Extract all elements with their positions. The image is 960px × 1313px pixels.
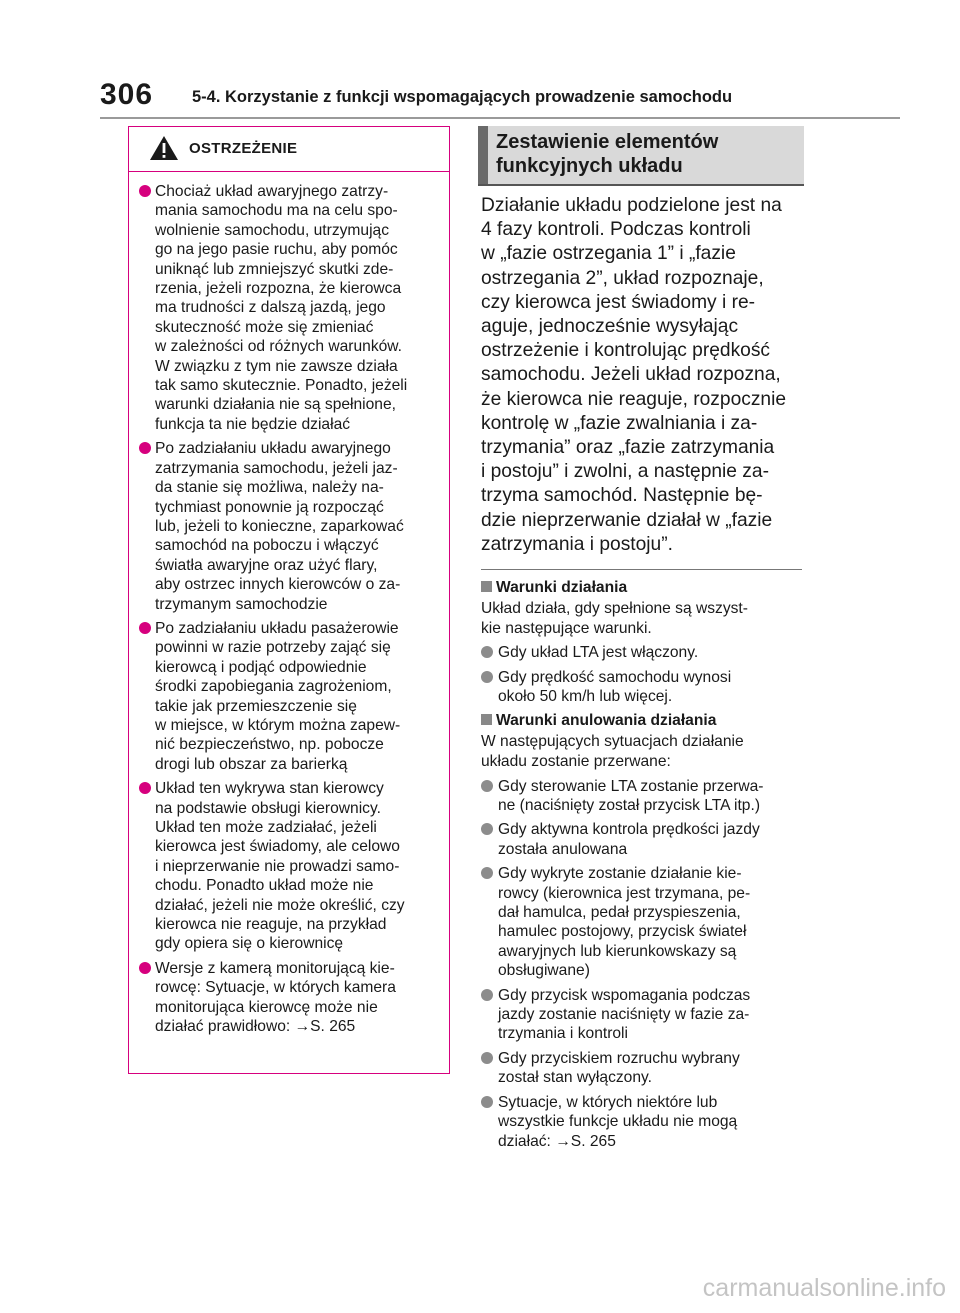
text-line: dzie nieprzerwanie działał w „fazie [481,509,773,531]
text-line: wszystkie funkcje układu nie mogą [498,1113,738,1131]
bullet-dot-icon [481,1052,493,1064]
text-line: wolnienie samochodu, utrzymując [155,221,390,239]
text-line: Gdy układ LTA jest włączony. [498,644,699,662]
text-line: zatrzymania i postoju”. [481,533,673,555]
bullet-dot-icon [481,671,493,683]
condition-item [481,1093,811,1151]
section-divider [478,184,804,186]
cancel-conditions-heading: Warunki anulowania działania [481,711,811,730]
cancel-conditions-intro [481,732,811,771]
warning-header [129,127,449,172]
text-line: że kierowca nie reaguje, rozpocznie [481,388,787,410]
text-line: uniknąć lub zmniejszyć skutki zde- [155,260,394,278]
square-bullet-icon [481,581,492,592]
text-line: układu zostanie przerwane: [481,753,671,770]
text-line: drogi lub obszar za barierką [155,755,348,773]
bullet-dot-icon [481,646,493,658]
text-line: rzenia, jeżeli rozpozna, że kierowca [155,280,402,298]
warning-item [139,959,443,1037]
text-line: kie następujące warunki. [481,619,652,637]
section-title-line: funkcyjnych układu [496,155,683,177]
text-line: Chociaż układ awaryjnego zatrzy- [155,183,389,200]
text-line: rowcy (kierownica jest trzymana, pe- [498,884,751,902]
text-line: zatrzymania samochodu, jeżeli jaz- [155,459,398,477]
warning-box [128,126,450,1074]
condition-item [481,643,811,662]
page-header [100,78,900,116]
text-line: aguje, jednocześnie wysyłając [481,316,739,338]
text-line: około 50 km/h lub więcej. [498,688,673,705]
text-line: ne (naciśnięty został przycisk LTA itp.) [498,797,761,814]
text-line: w zależności od różnych warunków. [155,338,403,356]
text-line: i nieprzerwanie nie prowadzi samo- [155,857,400,875]
text-line: Działanie układu podzielone jest na [481,195,782,216]
text-line: skuteczność może się zmieniać [155,318,374,336]
text-line: funkcja ta nie będzie działać [155,415,351,433]
text-line: trzyma samochód. Następnie bę- [481,485,763,507]
text-line: samochód na poboczu i włączyć [155,537,379,555]
text-line: Gdy przycisk wspomagania podczas [498,986,751,1004]
text-line: kierowca jest świadomy, ale celowo [155,838,400,856]
text-line: awaryjnych lub kierunkowskazy są [498,942,737,960]
condition-item [481,986,811,1044]
text-line: Gdy prędkość samochodu wynosi [498,668,732,686]
text-line: ma trudności z dalszą jazdą, jego [155,299,386,317]
text-line: w miejsce, w którym można zapew- [155,716,401,734]
text-line: trzymanym samochodzie [155,595,328,613]
text-line: i postoju” i zwolni, a następnie za- [481,461,769,483]
text-line: Gdy przyciskiem rozruchu wybrany [498,1049,740,1067]
bullet-dot-icon [481,989,493,1001]
text-line: trzymania” oraz „fazie zatrzymania [481,437,775,459]
text-line: Sytuacje, w których niektóre lub [498,1093,718,1111]
text-line: obsługiwane) [498,962,590,980]
text-line: powinni w razie potrzeby zająć się [155,639,391,657]
condition-item [481,668,811,707]
bullet-dot-icon [139,962,151,974]
text-line: 4 fazy kontroli. Podczas kontroli [481,219,751,241]
text-line: chodu. Ponadto układ może nie [155,877,374,895]
text-line: hamulec postojowy, przycisk świateł [498,923,747,941]
text-line: W następujących sytuacjach działanie [481,733,744,751]
bullet-dot-icon [139,442,151,454]
bullet-dot-icon [481,780,493,792]
section-title [496,130,718,178]
operating-conditions-list [481,643,811,706]
text-line: monitorująca kierowcę może nie [155,998,378,1016]
text-line: działać: →S. 265 [498,1132,616,1150]
text-line: działać, jeżeli nie może określić, czy [155,896,405,914]
conditions-block [481,578,811,1156]
warning-item [139,439,443,614]
section-intro [481,194,811,557]
condition-item [481,1049,811,1088]
text-line: Po zadziałaniu układu awaryjnego [155,440,391,458]
text-line: rowcę: Sytuacje, w których kamera [155,979,396,997]
text-line: warunki działania nie są spełnione, [155,396,396,414]
text-line: na podstawie obsługi kierownicy. [155,799,381,817]
bullet-dot-icon [139,185,151,197]
cancel-conditions-list [481,777,811,1151]
section-heading [478,126,804,184]
text-line: aby ostrzec innych kierowców o za- [155,576,401,594]
warning-triangle-icon [149,135,179,161]
bullet-dot-icon [139,622,151,634]
text-line: trzymania i kontroli [498,1025,628,1043]
warning-title: OSTRZEŻENIE [189,140,298,157]
text-line: gdy opiera się o kierownicę [155,935,344,953]
bullet-dot-icon [481,1096,493,1108]
section-title-line: Zestawienie elementów [496,131,719,153]
warning-item [139,182,443,434]
text-line: Gdy wykryte zostanie działanie kie- [498,865,742,883]
text-line: w „fazie ostrzegania 1” i „fazie [481,243,736,265]
text-line: działać prawidłowo: →S. 265 [155,1018,356,1036]
text-line: W związku z tym nie zawsze działa [155,357,398,375]
operating-conditions-intro [481,599,811,638]
text-line: nić bezpieczeństwo, np. pobocze [155,736,384,754]
text-line: światła awaryjne oraz użyć flary, [155,556,378,574]
text-line: kierowcą i podjąć odpowiednie [155,658,367,676]
text-line: tychmiast ponownie ją rozpocząć [155,498,384,516]
warning-item [139,619,443,774]
condition-item [481,864,811,980]
text-line: kierowca nie reaguje, na przykład [155,916,387,934]
text-line: został stan wyłączony. [498,1069,652,1087]
text-line: jazdy zostanie naciśnięty w fazie za- [498,1006,750,1024]
text-line: tak samo skutecznie. Ponadto, jeżeli [155,377,408,395]
text-line: ostrzegania 2”, układ rozpoznaje, [481,267,764,289]
header-divider [100,117,900,119]
text-line: mania samochodu ma na celu spo- [155,202,398,220]
text-line: Wersje z kamerą monitorującą kie- [155,959,395,977]
text-line: Po zadziałaniu układu pasażerowie [155,619,399,637]
text-line: środki zapobiegania zagrożeniom, [155,678,392,696]
text-line: Gdy aktywna kontrola prędkości jazdy [498,821,760,839]
watermark: carmanualsonline.info [702,1274,946,1302]
text-line: Układ ten wykrywa stan kierowcy [155,780,384,798]
text-line: została anulowana [498,840,628,858]
bullet-dot-icon [481,867,493,879]
text-line: dał hamulca, pedał przyspieszenia, [498,904,741,922]
chapter-title: 5-4. Korzystanie z funkcji wspomagających prowadzenie samochodu [192,88,733,106]
operating-conditions-heading: Warunki działania [481,578,811,597]
page-number: 306 [100,78,154,111]
conditions-divider [481,569,802,570]
text-line: da stanie się możliwa, należy na- [155,479,384,497]
text-line: samochodu. Jeżeli układ rozpozna, [481,364,781,386]
text-line: lub, jeżeli to konieczne, zaparkować [155,517,404,535]
bullet-dot-icon [481,823,493,835]
text-line: takie jak przemieszczenie się [155,697,357,715]
text-line: kontrolę w „fazie zwalniania i za- [481,412,758,434]
condition-item [481,820,811,859]
warning-item [139,779,443,954]
text-line: ostrzeżenie i kontrolując prędkość [481,340,771,362]
condition-item [481,777,811,816]
warning-list [129,172,449,1036]
text-line: go na jego pasie ruchu, aby pomóc [155,241,398,259]
square-bullet-icon [481,714,492,725]
text-line: Układ działa, gdy spełnione są wszyst- [481,600,748,617]
bullet-dot-icon [139,782,151,794]
section-heading-bar [478,126,488,184]
text-line: czy kierowca jest świadomy i re- [481,291,756,313]
text-line: Gdy sterowanie LTA zostanie przerwa- [498,777,764,795]
text-line: Układ ten może zadziałać, jeżeli [155,819,377,836]
